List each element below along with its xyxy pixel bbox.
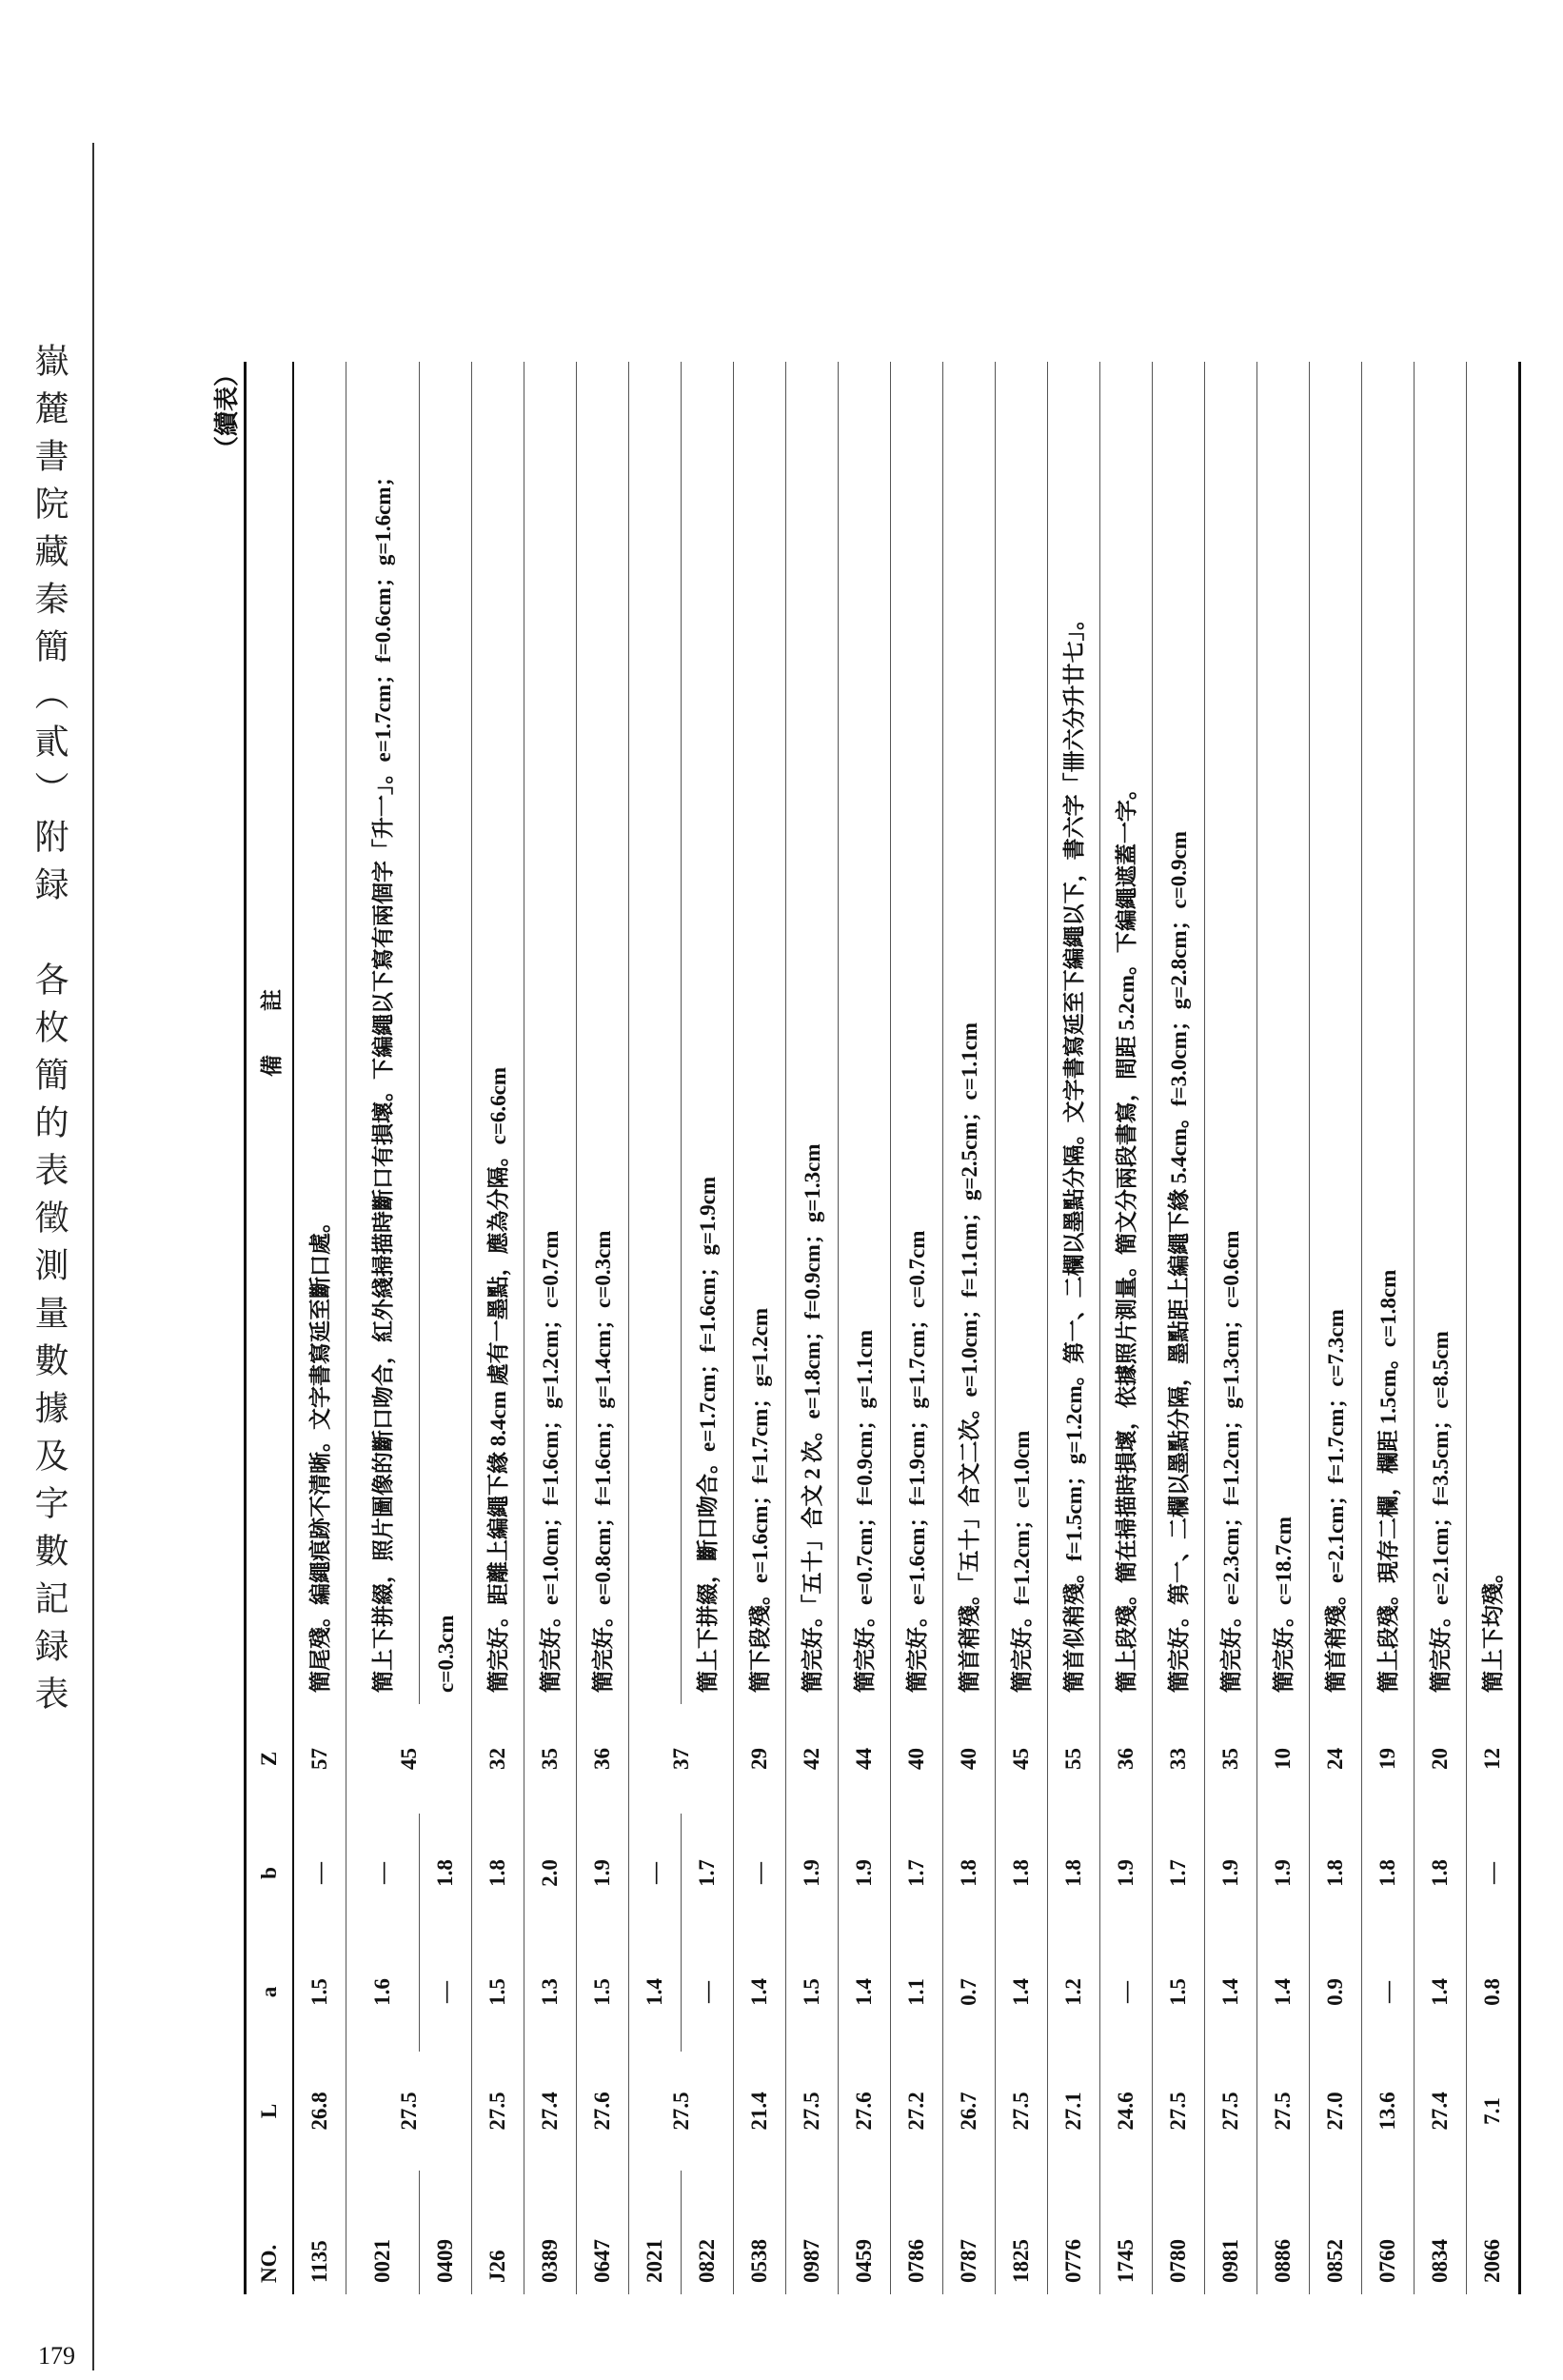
cell-no: 0981 [1205, 2171, 1257, 2294]
continued-label: （續表） [213, 362, 241, 462]
cell-z: 55 [1048, 1704, 1100, 1814]
cell-a: — [420, 1933, 472, 2052]
table-row [577, 362, 629, 2294]
cell-z: 12 [1467, 1704, 1520, 1814]
cell-note: 簡上下均殘。 [1467, 362, 1520, 1704]
cell-l: 27.5 [472, 2052, 524, 2171]
cell-note: 簡完好。e=0.8cm；f=1.6cm；g=1.4cm；c=0.3cm [577, 362, 629, 1704]
cell-no: 0538 [734, 2171, 786, 2294]
table-row [1310, 362, 1362, 2294]
cell-no: 0760 [1362, 2171, 1415, 2294]
table-body [293, 362, 1520, 2294]
cell-a: 1.5 [293, 1933, 346, 2052]
cell-l: 27.4 [1415, 2052, 1467, 2171]
table-row [293, 362, 346, 2294]
cell-l: 27.1 [1048, 2052, 1100, 2171]
cell-b: 1.9 [839, 1814, 891, 1933]
cell-l: 27.0 [1310, 2052, 1362, 2171]
table-row [524, 362, 577, 2294]
table-row [1467, 362, 1520, 2294]
cell-a: 0.7 [943, 1933, 996, 2052]
cell-a: 1.4 [839, 1933, 891, 2052]
table-header-row [246, 362, 294, 2294]
cell-z: 32 [472, 1704, 524, 1814]
cell-b: 1.7 [891, 1814, 943, 1933]
cell-a: 1.4 [629, 1933, 682, 2052]
cell-note [629, 362, 682, 1704]
cell-b: 1.9 [577, 1814, 629, 1933]
cell-no: 0787 [943, 2171, 996, 2294]
cell-b: 1.7 [1153, 1814, 1205, 1933]
cell-no: 0021 [346, 2171, 420, 2294]
table-row [943, 362, 996, 2294]
cell-a: 1.2 [1048, 1933, 1100, 2052]
cell-z-merged: 45 [346, 1704, 472, 1814]
cell-no: 1825 [996, 2171, 1048, 2294]
cell-no: 0389 [524, 2171, 577, 2294]
rotated-table-area [208, 362, 1505, 2294]
cell-no: J26 [472, 2171, 524, 2294]
cell-l: 24.6 [1100, 2052, 1153, 2171]
header-note: 備 註 [246, 362, 294, 1704]
cell-z: 19 [1362, 1704, 1415, 1814]
cell-a: — [1362, 1933, 1415, 2052]
table-row [891, 362, 943, 2294]
cell-b: 1.9 [1100, 1814, 1153, 1933]
cell-no: 0780 [1153, 2171, 1205, 2294]
cell-no: 0459 [839, 2171, 891, 2294]
cell-z: 45 [996, 1704, 1048, 1814]
cell-no: 0852 [1310, 2171, 1362, 2294]
table-row [1362, 362, 1415, 2294]
cell-l: 7.1 [1467, 2052, 1520, 2171]
cell-z: 35 [524, 1704, 577, 1814]
cell-a: 1.5 [786, 1933, 839, 2052]
cell-b: — [1467, 1814, 1520, 1933]
table-row [1153, 362, 1205, 2294]
cell-z: 24 [1310, 1704, 1362, 1814]
cell-note: 簡完好。e=2.3cm；f=1.2cm；g=1.3cm；c=0.6cm [1205, 362, 1257, 1704]
table-row [1100, 362, 1153, 2294]
cell-b: 1.8 [1415, 1814, 1467, 1933]
cell-l: 27.5 [996, 2052, 1048, 2171]
cell-b: — [346, 1814, 420, 1933]
cell-a: 1.4 [1257, 1933, 1310, 2052]
cell-z: 36 [577, 1704, 629, 1814]
cell-z: 36 [1100, 1704, 1153, 1814]
cell-b: 1.8 [472, 1814, 524, 1933]
cell-b: — [734, 1814, 786, 1933]
cell-a: 1.4 [996, 1933, 1048, 2052]
cell-no: 0987 [786, 2171, 839, 2294]
cell-note: 簡上段殘。簡在掃描時損壞，依據照片測量。簡文分兩段書寫，間距 5.2cm。下編繩遮蓋一字。 [1100, 362, 1153, 1704]
cell-z: 35 [1205, 1704, 1257, 1814]
table-row [472, 362, 524, 2294]
cell-note: 簡完好。e=0.7cm；f=0.9cm；g=1.1cm [839, 362, 891, 1704]
header-l: L [246, 2052, 294, 2171]
cell-a: — [682, 1933, 734, 2052]
cell-a: 0.9 [1310, 1933, 1362, 2052]
cell-l: 27.6 [577, 2052, 629, 2171]
cell-l: 27.5 [786, 2052, 839, 2171]
cell-b: 1.8 [943, 1814, 996, 1933]
cell-no: 1135 [293, 2171, 346, 2294]
cell-l: 27.5 [1257, 2052, 1310, 2171]
cell-z: 44 [839, 1704, 891, 1814]
cell-note: 簡首似稍殘。f=1.5cm；g=1.2cm。第一、二欄以墨點分隔。文字書寫延至下編繩以下，書六字「卌六分升廿七」。 [1048, 362, 1100, 1704]
cell-note: 簡完好。f=1.2cm；c=1.0cm [996, 362, 1048, 1704]
cell-b: 1.8 [996, 1814, 1048, 1933]
table-row [420, 362, 472, 2294]
cell-a: 1.4 [1415, 1933, 1467, 2052]
cell-note: 簡完好。「五十」合文 2 次。e=1.8cm；f=0.9cm；g=1.3cm [786, 362, 839, 1704]
cell-a: 1.5 [472, 1933, 524, 2052]
cell-no: 0776 [1048, 2171, 1100, 2294]
cell-b: 1.9 [786, 1814, 839, 1933]
cell-l-merged: 27.5 [346, 2052, 472, 2171]
cell-l: 27.6 [839, 2052, 891, 2171]
table-row [1048, 362, 1100, 2294]
cell-note: 簡上段殘。現存二欄，欄距 1.5cm。c=1.8cm [1362, 362, 1415, 1704]
header-a: a [246, 1933, 294, 2052]
cell-b: — [629, 1814, 682, 1933]
cell-b: 2.0 [524, 1814, 577, 1933]
table-row [734, 362, 786, 2294]
cell-b: 1.8 [1048, 1814, 1100, 1933]
table-row [786, 362, 839, 2294]
cell-note: 簡上下拼綴，照片圖像的斷口吻合，紅外綫掃描時斷口有損壞。下編繩以下寫有兩個字「升一」。e=1.7cm；f=0.6cm；g=1.6cm； [346, 362, 420, 1704]
cell-z: 40 [891, 1704, 943, 1814]
cell-z: 57 [293, 1704, 346, 1814]
cell-a: 1.4 [734, 1933, 786, 2052]
cell-note: 簡完好。e=2.1cm；f=3.5cm；c=8.5cm [1415, 362, 1467, 1704]
page-number: 179 [38, 2342, 75, 2370]
cell-note: 簡完好。e=1.6cm；f=1.9cm；g=1.7cm；c=0.7cm [891, 362, 943, 1704]
cell-note: 簡尾殘。編繩痕跡不清晰。文字書寫延至斷口處。 [293, 362, 346, 1704]
cell-no: 0786 [891, 2171, 943, 2294]
cell-note: 簡完好。第一、二欄以墨點分隔，墨點距上編繩下緣 5.4cm。f=3.0cm；g=2.8cm；c=0.9cm [1153, 362, 1205, 1704]
measurement-table [244, 362, 1521, 2294]
cell-b: 1.8 [1310, 1814, 1362, 1933]
cell-a: 1.3 [524, 1933, 577, 2052]
table-row [346, 362, 420, 2294]
cell-note: c=0.3cm [420, 362, 472, 1704]
table-row [629, 362, 682, 2294]
cell-l: 27.5 [1153, 2052, 1205, 2171]
cell-l: 27.2 [891, 2052, 943, 2171]
cell-no: 0886 [1257, 2171, 1310, 2294]
running-title: 嶽麓書院藏秦簡（貳）附録 各枚簡的表徵測量數據及字數記録表 [30, 343, 69, 1723]
table-row [1257, 362, 1310, 2294]
table-row [996, 362, 1048, 2294]
table-row [1415, 362, 1467, 2294]
cell-a: 1.1 [891, 1933, 943, 2052]
header-no: NO. [246, 2171, 294, 2294]
cell-no: 0409 [420, 2171, 472, 2294]
cell-z: 10 [1257, 1704, 1310, 1814]
cell-no: 0834 [1415, 2171, 1467, 2294]
cell-note: 簡完好。距離上編繩下緣 8.4cm 處有一墨點，應為分隔。c=6.6cm [472, 362, 524, 1704]
cell-a: 0.8 [1467, 1933, 1520, 2052]
cell-b: 1.7 [682, 1814, 734, 1933]
cell-b: 1.9 [1257, 1814, 1310, 1933]
cell-note: 簡上下拼綴，斷口吻合。e=1.7cm；f=1.6cm；g=1.9cm [682, 362, 734, 1704]
table-row [1205, 362, 1257, 2294]
cell-l: 26.8 [293, 2052, 346, 2171]
cell-z: 20 [1415, 1704, 1467, 1814]
cell-b: 1.9 [1205, 1814, 1257, 1933]
header-b: b [246, 1814, 294, 1933]
cell-note: 簡首稍殘。「五十」合文二次。e=1.0cm；f=1.1cm；g=2.5cm；c=1.1cm [943, 362, 996, 1704]
cell-no: 0647 [577, 2171, 629, 2294]
cell-z: 29 [734, 1704, 786, 1814]
cell-a: — [1100, 1933, 1153, 2052]
cell-a: 1.6 [346, 1933, 420, 2052]
cell-z: 33 [1153, 1704, 1205, 1814]
cell-a: 1.5 [577, 1933, 629, 2052]
cell-l: 13.6 [1362, 2052, 1415, 2171]
cell-l: 26.7 [943, 2052, 996, 2171]
cell-b: 1.8 [420, 1814, 472, 1933]
cell-b: — [293, 1814, 346, 1933]
cell-l: 21.4 [734, 2052, 786, 2171]
cell-no: 2066 [1467, 2171, 1520, 2294]
cell-z-merged: 37 [629, 1704, 734, 1814]
cell-l-merged: 27.5 [629, 2052, 734, 2171]
cell-a: 1.5 [1153, 1933, 1205, 2052]
cell-b: 1.8 [1362, 1814, 1415, 1933]
cell-note: 簡完好。c=18.7cm [1257, 362, 1310, 1704]
cell-z: 40 [943, 1704, 996, 1814]
cell-no: 0822 [682, 2171, 734, 2294]
cell-l: 27.5 [1205, 2052, 1257, 2171]
table-row [682, 362, 734, 2294]
cell-note: 簡首稍殘。e=2.1cm；f=1.7cm；c=7.3cm [1310, 362, 1362, 1704]
cell-note: 簡完好。e=1.0cm；f=1.6cm；g=1.2cm；c=0.7cm [524, 362, 577, 1704]
cell-z: 42 [786, 1704, 839, 1814]
cell-l: 27.4 [524, 2052, 577, 2171]
cell-no: 2021 [629, 2171, 682, 2294]
cell-note: 簡下段殘。e=1.6cm；f=1.7cm；g=1.2cm [734, 362, 786, 1704]
cell-no: 1745 [1100, 2171, 1153, 2294]
header-z: Z [246, 1704, 294, 1814]
table-row [839, 362, 891, 2294]
cell-a: 1.4 [1205, 1933, 1257, 2052]
